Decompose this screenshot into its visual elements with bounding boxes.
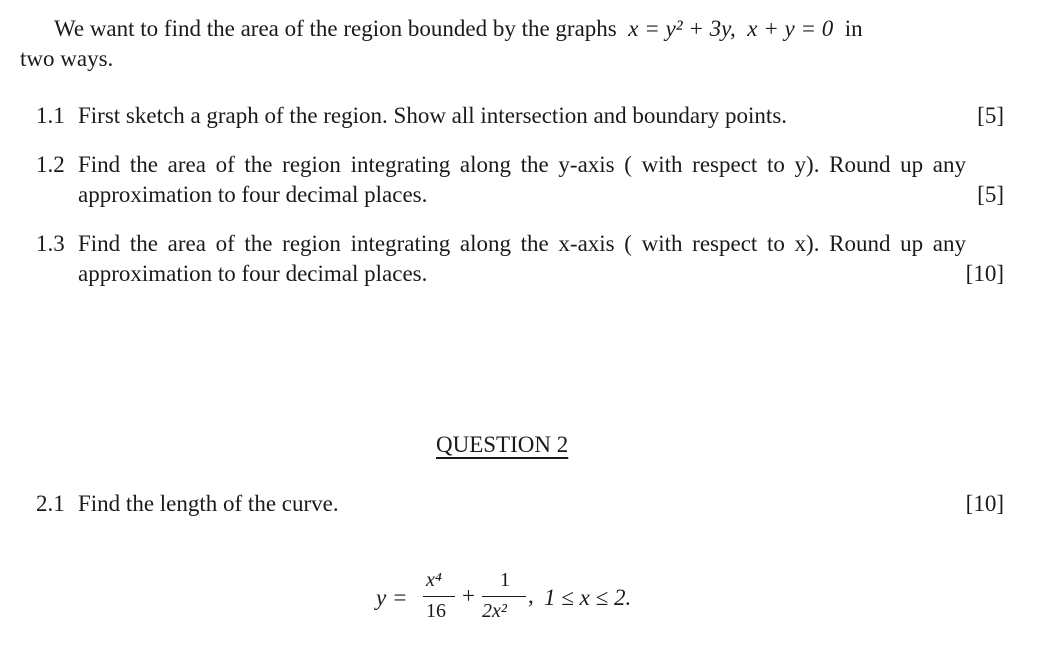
- intro-text-end: in: [844, 16, 863, 41]
- fraction-2-numerator: 1: [500, 569, 510, 591]
- item-text: Find the length of the curve.: [78, 491, 339, 516]
- item-mark: [10]: [965, 491, 1004, 516]
- formula-lhs: y =: [376, 585, 408, 610]
- item-1-3: [36, 229, 1004, 289]
- intro-text: We want to find the area of the region bounded by the graphs: [54, 16, 617, 41]
- curve-formula: [376, 565, 676, 627]
- item-body: [78, 150, 966, 210]
- problem-intro: [20, 14, 1005, 74]
- fraction-1-numerator: x⁴: [426, 569, 442, 591]
- item-number: 1.3: [36, 231, 65, 256]
- item-text: First sketch a graph of the region. Show all intersection and boundary points.: [78, 103, 788, 128]
- item-body: [78, 489, 1004, 519]
- item-body: [78, 101, 1004, 131]
- formula-range: 1 ≤ x ≤ 2.: [544, 585, 632, 610]
- item-text: Find the area of the region integrating along the y-axis ( with respect to y). Round up any approximation to four decimal places.: [78, 152, 966, 207]
- fraction-2-denominator: 2x²: [482, 600, 507, 622]
- item-mark: [5]: [977, 103, 1004, 128]
- item-mark: [5]: [977, 182, 1004, 207]
- question-2-title: QUESTION 2: [436, 432, 569, 457]
- item-mark: [10]: [965, 261, 1004, 286]
- formula-comma: ,: [528, 583, 534, 608]
- item-2-1: [36, 489, 1004, 519]
- intro-line-1: [20, 14, 1005, 44]
- formula-plus: +: [462, 583, 475, 608]
- item-body: [78, 229, 966, 289]
- fraction-1-denominator: 16: [426, 600, 446, 622]
- intro-line-2: two ways.: [20, 46, 114, 71]
- item-1-1: [36, 101, 1004, 131]
- item-1-2: [36, 150, 1004, 210]
- equation-line: x + y = 0: [747, 16, 834, 41]
- item-number: 1.2: [36, 152, 65, 177]
- item-number: 2.1: [36, 491, 65, 516]
- equation-parabola: x = y² + 3y,: [628, 16, 736, 41]
- item-number: 1.1: [36, 103, 65, 128]
- item-text: Find the area of the region integrating along the x-axis ( with respect to x). Round up any approximation to four decimal places.: [78, 231, 966, 286]
